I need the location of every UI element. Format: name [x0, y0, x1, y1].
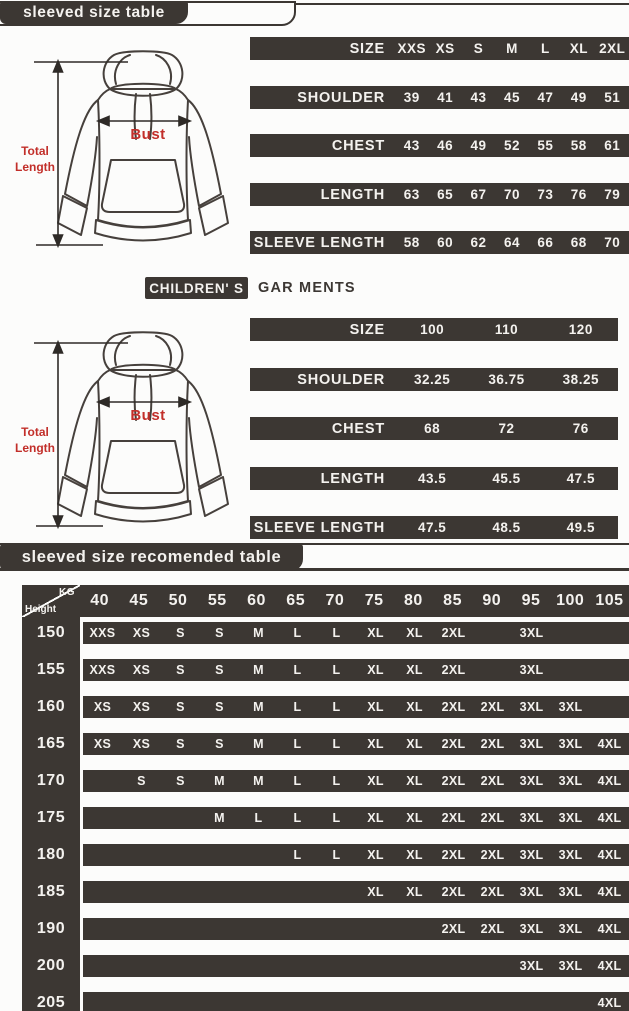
- size-table-row: [250, 86, 629, 109]
- matrix-row: [83, 770, 629, 792]
- matrix-size-cell: M: [253, 774, 264, 788]
- size-value-cell: 66: [537, 235, 554, 250]
- bust-measure-label: Bust: [130, 407, 166, 424]
- size-value-cell: 43: [470, 90, 487, 105]
- matrix-size-cell: L: [293, 700, 302, 714]
- size-value-cell: 41: [437, 90, 454, 105]
- row-label: CHEST: [331, 420, 385, 437]
- matrix-size-cell: 2XL: [441, 737, 466, 751]
- matrix-size-cell: M: [253, 737, 264, 751]
- matrix-size-cell: L: [254, 811, 263, 825]
- matrix-size-cell: 2XL: [480, 737, 505, 751]
- height-label: 170: [36, 772, 66, 789]
- height-label: 205: [36, 994, 66, 1011]
- row-label: SLEEVE LENGTH: [253, 519, 385, 536]
- matrix-size-cell: L: [293, 626, 302, 640]
- size-table-row: [250, 417, 618, 440]
- children-size-table: [250, 318, 618, 543]
- matrix-size-cell: M: [253, 700, 264, 714]
- size-table-row: [250, 231, 629, 254]
- size-value-cell: 36.75: [488, 372, 525, 387]
- row-values: [395, 520, 618, 535]
- size-value-cell: XS: [435, 41, 455, 56]
- size-value-cell: 61: [604, 138, 621, 153]
- height-column-strip: [22, 585, 80, 1011]
- matrix-size-cell: 4XL: [597, 922, 622, 936]
- size-value-cell: 45: [503, 90, 520, 105]
- matrix-size-cell: M: [214, 811, 225, 825]
- matrix-size-cell: 4XL: [597, 774, 622, 788]
- matrix-size-cell: L: [332, 848, 341, 862]
- matrix-size-cell: XL: [406, 885, 423, 899]
- matrix-size-cell: L: [332, 737, 341, 751]
- matrix-size-cell: M: [253, 663, 264, 677]
- total-length-measure-label: Total Length: [15, 144, 55, 174]
- matrix-size-cell: M: [214, 774, 225, 788]
- matrix-size-cell: 2XL: [480, 922, 505, 936]
- matrix-size-cell: 3XL: [519, 626, 544, 640]
- weight-header-cell: 45: [129, 592, 149, 609]
- matrix-size-cell: S: [176, 737, 185, 751]
- adult-size-table: [250, 37, 629, 257]
- corner-height-label: Height: [25, 604, 57, 615]
- size-recommend-matrix: [22, 585, 629, 1011]
- matrix-row: [83, 955, 629, 977]
- row-label: CHEST: [331, 137, 385, 154]
- matrix-size-cell: XL: [367, 663, 384, 677]
- matrix-size-cell: 4XL: [597, 848, 622, 862]
- size-table-row: [250, 37, 629, 60]
- matrix-size-cell: XL: [406, 700, 423, 714]
- size-value-cell: 120: [568, 322, 593, 337]
- matrix-size-cell: M: [253, 626, 264, 640]
- size-value-cell: 45.5: [492, 471, 521, 486]
- size-value-cell: 47.5: [566, 471, 595, 486]
- size-table-row: [250, 134, 629, 157]
- matrix-size-cell: L: [293, 848, 302, 862]
- weight-header-cell: 50: [168, 592, 188, 609]
- matrix-size-cell: 3XL: [558, 959, 583, 973]
- size-value-cell: 62: [470, 235, 487, 250]
- weight-header-cell: 55: [207, 592, 227, 609]
- matrix-size-cell: XL: [406, 774, 423, 788]
- matrix-size-cell: L: [332, 811, 341, 825]
- size-value-cell: 60: [437, 235, 454, 250]
- adult-hoodie-diagram: [8, 42, 233, 262]
- matrix-size-cell: L: [293, 663, 302, 677]
- matrix-size-cell: L: [332, 700, 341, 714]
- weight-header-cell: 95: [521, 592, 541, 609]
- matrix-size-cell: 3XL: [558, 700, 583, 714]
- matrix-size-cell: 3XL: [519, 885, 544, 899]
- matrix-size-cell: 3XL: [519, 737, 544, 751]
- size-table-row: [250, 516, 618, 539]
- matrix-size-cell: 2XL: [480, 774, 505, 788]
- matrix-row: [83, 992, 629, 1011]
- matrix-size-cell: XL: [367, 811, 384, 825]
- matrix-size-cell: 3XL: [519, 848, 544, 862]
- row-values: [395, 235, 629, 250]
- size-value-cell: 52: [503, 138, 520, 153]
- weight-header-cell: 60: [247, 592, 266, 609]
- corner-cell: [22, 585, 80, 617]
- size-value-cell: 39: [403, 90, 420, 105]
- matrix-size-cell: XL: [406, 626, 423, 640]
- weight-header-cell: 75: [364, 592, 384, 609]
- size-value-cell: 73: [537, 187, 554, 202]
- matrix-row: [83, 696, 629, 718]
- height-label: 200: [36, 957, 66, 974]
- size-value-cell: 49: [470, 138, 487, 153]
- size-value-cell: 76: [572, 421, 589, 436]
- matrix-size-cell: 2XL: [441, 885, 466, 899]
- matrix-size-cell: 2XL: [441, 774, 466, 788]
- weight-header-cell: 100: [556, 592, 585, 609]
- matrix-size-cell: L: [293, 774, 302, 788]
- matrix-row: [83, 622, 629, 644]
- matrix-size-cell: XL: [367, 885, 384, 899]
- size-table-row: [250, 368, 618, 391]
- matrix-size-cell: 3XL: [558, 885, 583, 899]
- matrix-size-cell: 2XL: [480, 885, 505, 899]
- height-label: 155: [36, 661, 66, 678]
- matrix-size-cell: 4XL: [597, 737, 622, 751]
- weight-header-cell: 40: [90, 592, 109, 609]
- row-values: [395, 90, 629, 105]
- matrix-size-cell: S: [215, 700, 224, 714]
- row-values: [395, 322, 618, 337]
- matrix-size-cell: S: [137, 774, 146, 788]
- size-value-cell: 51: [604, 90, 621, 105]
- size-table-row: [250, 467, 618, 490]
- size-value-cell: 49.5: [566, 520, 595, 535]
- matrix-row: [83, 881, 629, 903]
- matrix-row: [83, 918, 629, 940]
- row-values: [395, 372, 618, 387]
- matrix-size-cell: L: [332, 663, 341, 677]
- matrix-size-cell: 3XL: [558, 922, 583, 936]
- matrix-size-cell: 2XL: [441, 922, 466, 936]
- matrix-size-cell: XL: [406, 663, 423, 677]
- matrix-size-cell: XS: [93, 700, 112, 714]
- matrix-size-cell: XXS: [89, 626, 116, 640]
- matrix-size-cell: S: [215, 626, 224, 640]
- matrix-size-cell: XXS: [89, 663, 116, 677]
- matrix-size-cell: 2XL: [441, 663, 466, 677]
- size-value-cell: 67: [470, 187, 487, 202]
- section-title-recommended-table: sleeved size recomended table: [0, 544, 303, 571]
- matrix-size-cell: S: [176, 626, 185, 640]
- matrix-size-cell: 3XL: [519, 811, 544, 825]
- size-value-cell: 47: [537, 90, 554, 105]
- size-value-cell: 43.5: [418, 471, 447, 486]
- weight-header-cell: 70: [325, 592, 345, 609]
- weight-header-cell: 65: [286, 592, 306, 609]
- total-length-measure-label: Total Length: [15, 425, 55, 455]
- row-label: SHOULDER: [297, 89, 385, 106]
- row-label: SHOULDER: [297, 371, 385, 388]
- size-value-cell: 58: [570, 138, 587, 153]
- size-value-cell: 55: [537, 138, 554, 153]
- matrix-size-cell: 3XL: [519, 922, 544, 936]
- size-value-cell: 79: [604, 187, 621, 202]
- size-table-row: [250, 318, 618, 341]
- size-value-cell: S: [473, 41, 484, 56]
- matrix-size-cell: L: [293, 737, 302, 751]
- size-value-cell: 65: [437, 187, 454, 202]
- matrix-size-cell: S: [176, 700, 185, 714]
- size-value-cell: 32.25: [414, 372, 451, 387]
- matrix-size-cell: XL: [367, 737, 384, 751]
- matrix-size-cell: XL: [406, 811, 423, 825]
- matrix-size-cell: 4XL: [597, 959, 622, 973]
- matrix-size-cell: XL: [406, 848, 423, 862]
- matrix-size-cell: XS: [93, 737, 112, 751]
- height-label: 150: [36, 624, 66, 641]
- matrix-size-cell: 3XL: [558, 848, 583, 862]
- size-value-cell: 110: [494, 322, 519, 337]
- size-value-cell: 68: [570, 235, 587, 250]
- size-value-cell: 48.5: [492, 520, 521, 535]
- matrix-size-cell: 2XL: [480, 700, 505, 714]
- matrix-size-cell: 3XL: [519, 663, 544, 677]
- matrix-size-cell: 3XL: [558, 774, 583, 788]
- size-value-cell: 70: [503, 187, 520, 202]
- height-label: 180: [36, 846, 66, 863]
- row-label: SIZE: [349, 40, 385, 57]
- size-value-cell: XXS: [397, 41, 426, 56]
- matrix-size-cell: XL: [367, 848, 384, 862]
- size-value-cell: 64: [503, 235, 520, 250]
- matrix-size-cell: XS: [132, 626, 151, 640]
- height-label: 165: [36, 735, 66, 752]
- size-value-cell: 49: [570, 90, 587, 105]
- matrix-size-cell: 2XL: [480, 811, 505, 825]
- size-value-cell: 70: [604, 235, 621, 250]
- size-value-cell: 47.5: [418, 520, 447, 535]
- row-values: [395, 41, 629, 56]
- size-value-cell: 63: [403, 187, 420, 202]
- matrix-size-cell: S: [215, 737, 224, 751]
- size-table-row: [250, 183, 629, 206]
- row-values: [395, 187, 629, 202]
- size-value-cell: 43: [403, 138, 420, 153]
- matrix-size-cell: L: [332, 774, 341, 788]
- size-value-cell: 72: [498, 421, 515, 436]
- matrix-size-cell: 2XL: [441, 626, 466, 640]
- matrix-size-cell: 4XL: [597, 885, 622, 899]
- row-label: SLEEVE LENGTH: [253, 234, 385, 251]
- children-hoodie-diagram: [8, 323, 233, 543]
- height-label: 190: [36, 920, 66, 937]
- row-label: LENGTH: [320, 470, 385, 487]
- matrix-size-cell: 3XL: [519, 774, 544, 788]
- matrix-row: [83, 844, 629, 866]
- matrix-row: [83, 733, 629, 755]
- matrix-size-cell: XS: [132, 663, 151, 677]
- size-value-cell: L: [541, 41, 550, 56]
- bust-measure-label: Bust: [130, 126, 166, 143]
- matrix-size-cell: 3XL: [558, 737, 583, 751]
- matrix-size-cell: S: [176, 774, 185, 788]
- section-title-sleeved-size-table: sleeved size table: [0, 1, 188, 24]
- matrix-size-cell: 3XL: [519, 959, 544, 973]
- row-values: [395, 421, 618, 436]
- row-values: [395, 138, 629, 153]
- size-value-cell: M: [506, 41, 518, 56]
- matrix-size-cell: 2XL: [480, 848, 505, 862]
- height-label: 160: [36, 698, 66, 715]
- size-value-cell: 38.25: [562, 372, 599, 387]
- size-value-cell: 76: [570, 187, 587, 202]
- height-label: 175: [36, 809, 66, 826]
- matrix-size-cell: L: [332, 626, 341, 640]
- matrix-size-cell: XL: [367, 626, 384, 640]
- row-values: [395, 471, 618, 486]
- height-label: 185: [36, 883, 66, 900]
- matrix-size-cell: 4XL: [597, 811, 622, 825]
- size-value-cell: 100: [420, 322, 445, 337]
- weight-header-cell: 85: [443, 592, 462, 609]
- weight-header-row: [22, 585, 629, 617]
- size-value-cell: 58: [403, 235, 420, 250]
- matrix-size-cell: XS: [132, 700, 151, 714]
- matrix-size-cell: S: [215, 663, 224, 677]
- corner-kg-label: KG: [59, 587, 75, 598]
- matrix-size-cell: XS: [132, 737, 151, 751]
- children-heading-box: CHILDREN' S: [145, 277, 248, 299]
- size-value-cell: 2XL: [599, 41, 626, 56]
- matrix-size-cell: L: [293, 811, 302, 825]
- matrix-size-cell: XL: [406, 737, 423, 751]
- matrix-size-cell: 2XL: [441, 700, 466, 714]
- size-value-cell: XL: [569, 41, 588, 56]
- weight-header-cell: 80: [403, 592, 423, 609]
- weight-header-cells: [80, 585, 629, 617]
- size-value-cell: 46: [437, 138, 454, 153]
- matrix-size-cell: 3XL: [558, 811, 583, 825]
- matrix-size-cell: 3XL: [519, 700, 544, 714]
- weight-header-cell: 105: [595, 592, 624, 609]
- matrix-size-cell: 4XL: [597, 996, 622, 1010]
- matrix-size-cell: 2XL: [441, 848, 466, 862]
- matrix-size-cell: XL: [367, 774, 384, 788]
- matrix-row: [83, 659, 629, 681]
- weight-header-cell: 90: [482, 592, 502, 609]
- row-label: SIZE: [349, 321, 385, 338]
- size-value-cell: 68: [424, 421, 441, 436]
- matrix-row: [83, 807, 629, 829]
- matrix-size-cell: XL: [367, 700, 384, 714]
- matrix-size-cell: S: [176, 663, 185, 677]
- children-heading-suffix: GAR MENTS: [258, 280, 356, 296]
- matrix-size-cell: 2XL: [441, 811, 466, 825]
- row-label: LENGTH: [320, 186, 385, 203]
